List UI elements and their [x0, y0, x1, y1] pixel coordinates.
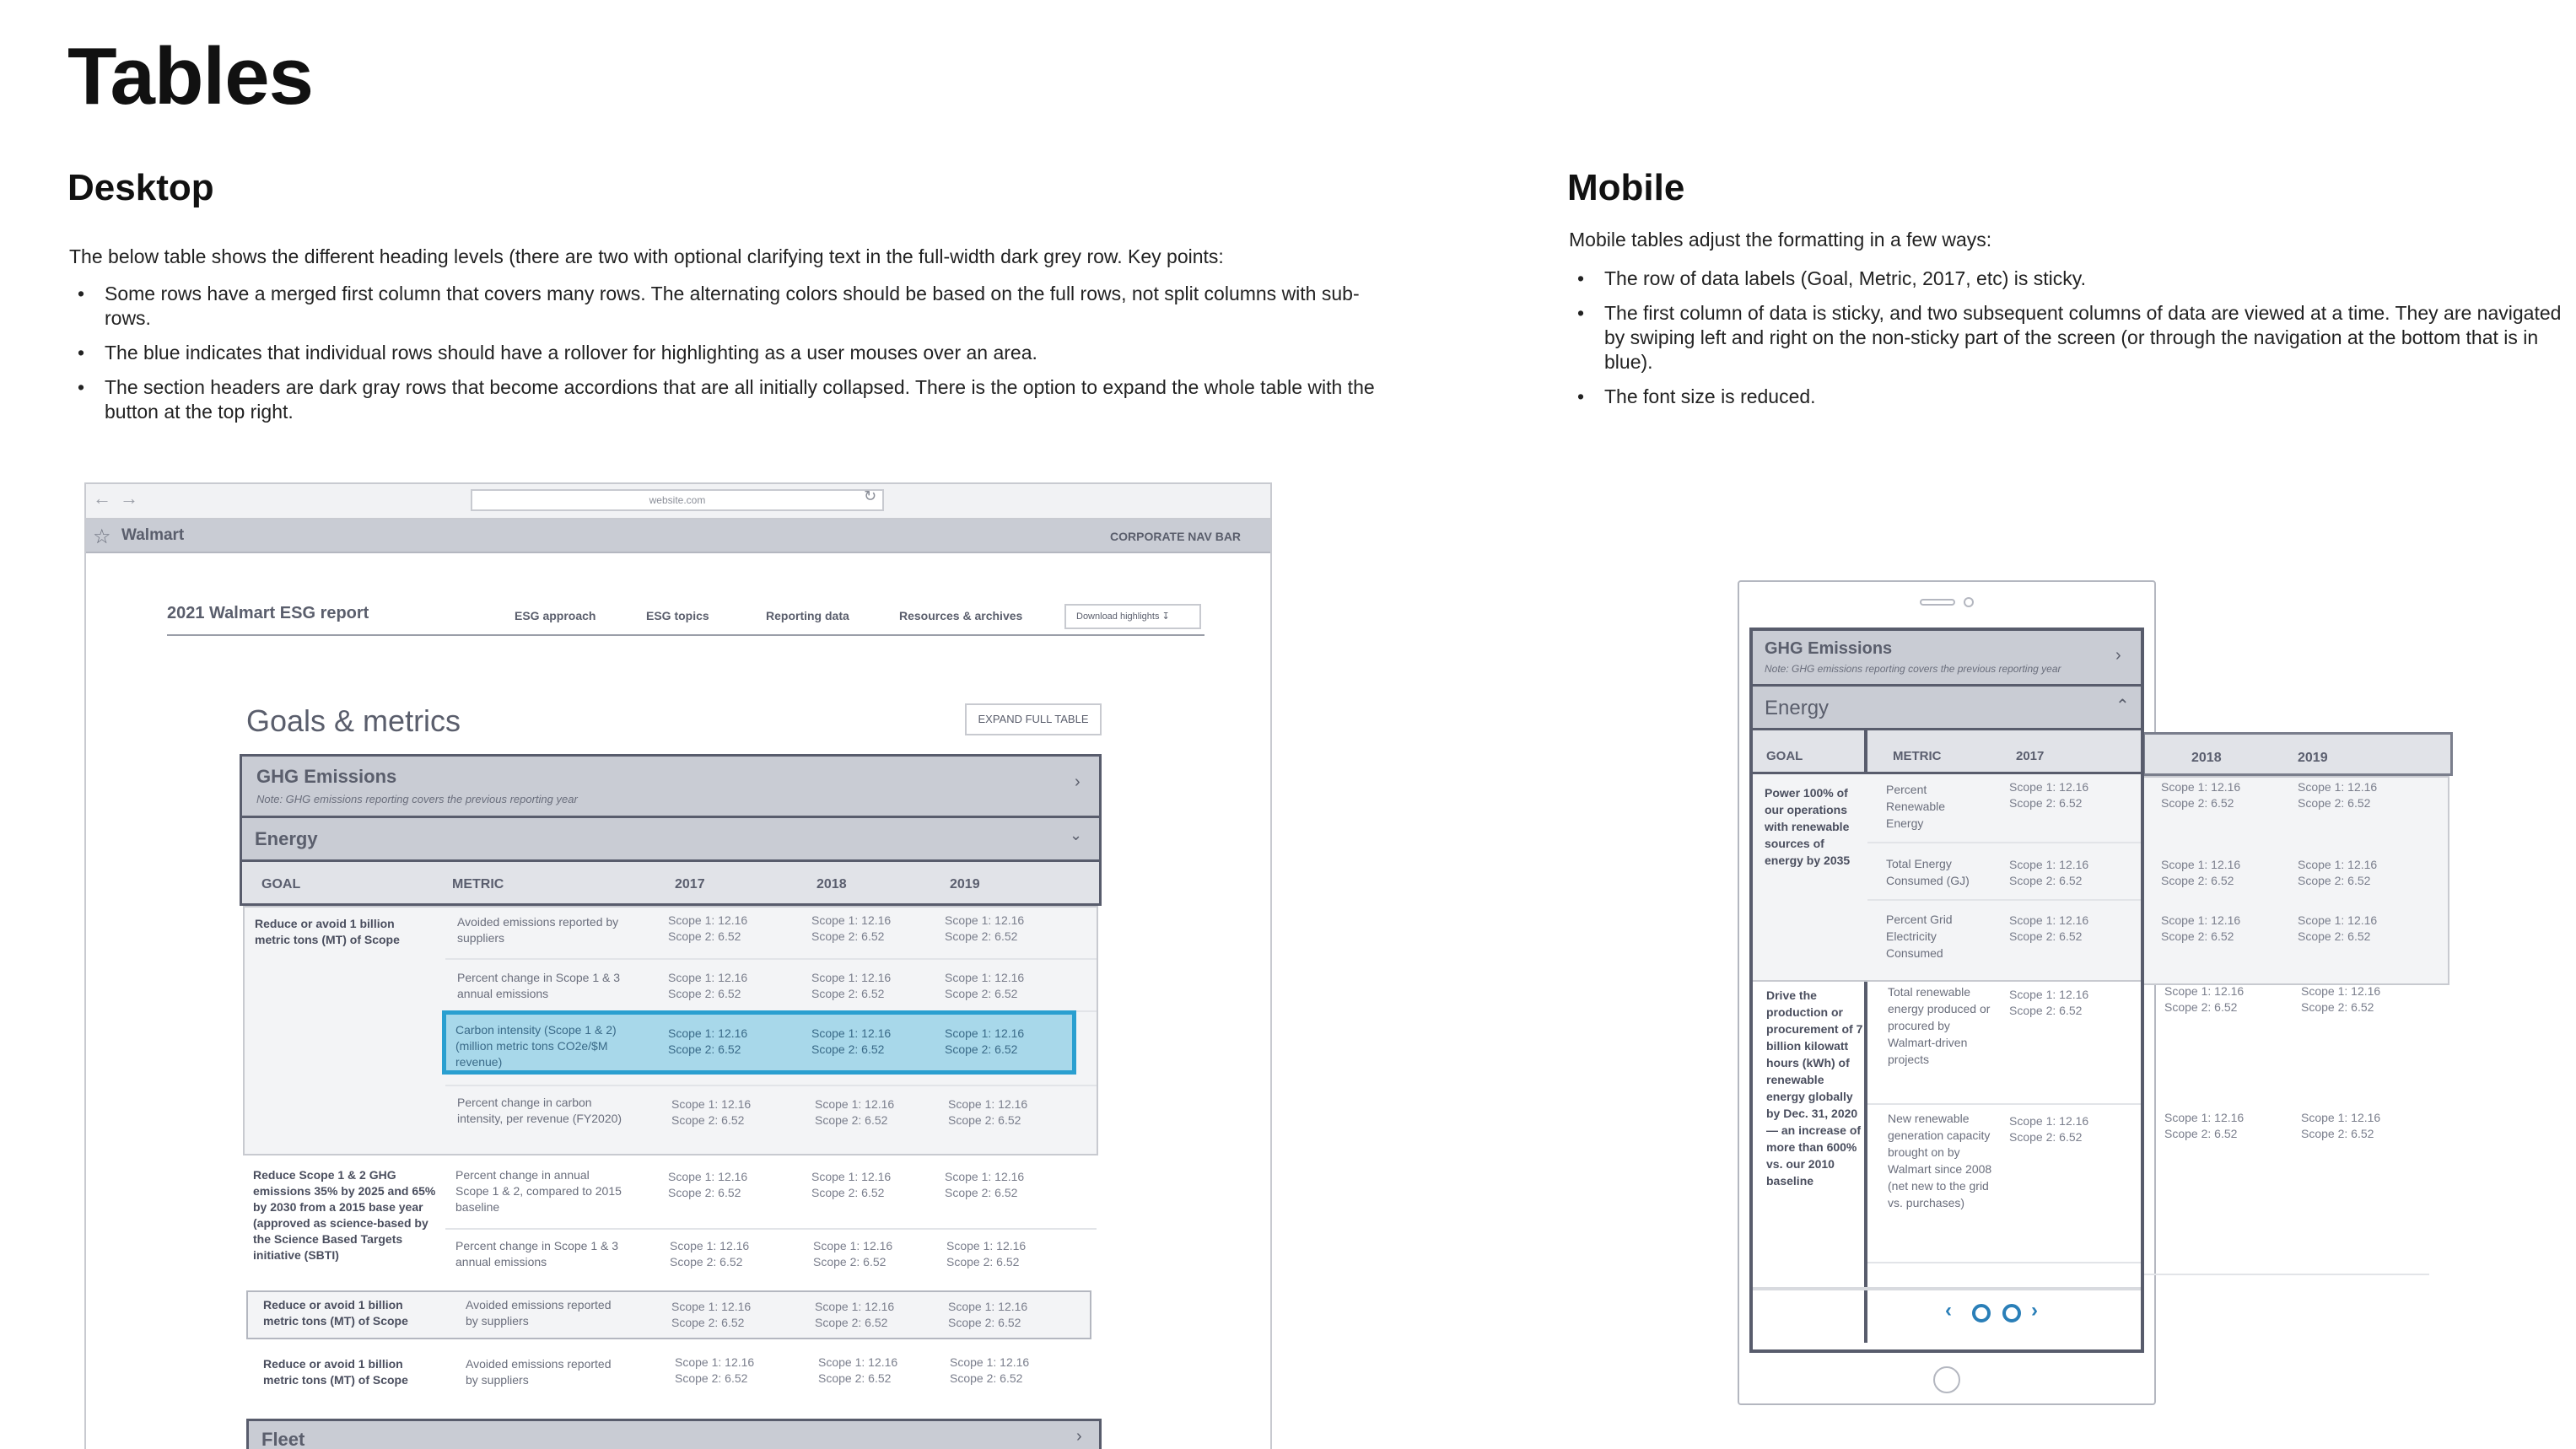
value-line: Scope 2: 6.52 [945, 929, 1018, 943]
value-line: Scope 2: 6.52 [945, 1186, 1018, 1199]
nav-link-esg-topics[interactable]: ESG topics [646, 609, 709, 622]
value-line: Scope 2: 6.52 [948, 1113, 1021, 1127]
page-title: Tables [67, 31, 313, 121]
value-line: Scope 1: 12.16 [2298, 780, 2378, 794]
desktop-heading: Desktop [67, 167, 214, 208]
pagination-next-icon[interactable]: › [2031, 1299, 2038, 1322]
value-cell [668, 913, 747, 945]
value-cell [2298, 857, 2377, 889]
ghg-title: GHG Emissions [1765, 639, 1893, 658]
value-line: Scope 1: 12.16 [2009, 858, 2089, 871]
ghg-note: Note: GHG emissions reporting covers the previous reporting year [256, 793, 578, 805]
value-line: Scope 2: 6.52 [811, 987, 885, 1000]
value-line: Scope 1: 12.16 [945, 1026, 1025, 1040]
value-line: Scope 2: 6.52 [675, 1371, 748, 1385]
col-metric: METRIC [1893, 749, 1942, 763]
value-line: Scope 2: 6.52 [668, 1042, 741, 1056]
desktop-bullet: • The section headers are dark gray rows that become accordions that are all initially collapsed. There is the option to expand the whole table with the button at the top right. [67, 375, 1400, 424]
col-2017: 2017 [675, 877, 705, 891]
value-line: Scope 1: 12.16 [945, 971, 1025, 984]
value-cell [668, 1026, 747, 1058]
goal-cell: Reduce or avoid 1 billion metric tons (MT) of Scope [255, 917, 400, 946]
value-cell [2301, 1110, 2380, 1142]
goal-cell: Reduce Scope 1 & 2 GHG emissions 35% by 2025 and 65% by 2030 from a 2015 base year (approved as science-based by the Science Based Targets initiative (SBTI) [253, 1168, 436, 1262]
value-line: Scope 1: 12.16 [811, 913, 892, 927]
nav-divider [167, 634, 1204, 636]
value-line: Scope 1: 12.16 [946, 1239, 1027, 1252]
chevron-right-icon: › [1076, 1427, 1082, 1446]
metric-cell: Avoided emissions reported by suppliers [457, 915, 619, 945]
phone-speaker [1920, 599, 1955, 606]
metric-cell: Percent change in Scope 1 & 3 annual emissions [457, 971, 621, 1000]
col-2017: 2017 [2016, 749, 2045, 763]
brand-name[interactable]: Walmart [121, 526, 185, 544]
value-line: Scope 1: 12.16 [2161, 780, 2241, 794]
url-bar[interactable] [471, 489, 884, 511]
value-line: Scope 1: 12.16 [668, 1170, 748, 1183]
value-cell [945, 970, 1024, 1002]
value-cell [2161, 779, 2240, 811]
mobile-bullets [1567, 267, 2563, 419]
value-line: Scope 1: 12.16 [670, 1239, 750, 1252]
chevron-down-icon: ⌄ [1070, 827, 1083, 843]
value-line: Scope 2: 6.52 [813, 1255, 887, 1269]
goal-cell: Power 100% of our operations with renewable sources of energy by 2035 [1765, 786, 1851, 867]
value-line: Scope 1: 12.16 [945, 913, 1025, 927]
value-line: Scope 1: 12.16 [2298, 913, 2378, 927]
row-divider [445, 1085, 1097, 1086]
mobile-heading: Mobile [1567, 167, 1685, 208]
value-line: Scope 2: 6.52 [2161, 796, 2234, 810]
value-cell [945, 913, 1024, 945]
value-cell [670, 1238, 749, 1270]
value-cell [945, 1026, 1024, 1058]
value-cell [811, 970, 891, 1002]
goal-cell: Reduce or avoid 1 billion metric tons (MT) of Scope [263, 1357, 408, 1387]
value-line: Scope 1: 12.16 [950, 1355, 1030, 1369]
pagination-divider [1753, 1287, 2141, 1290]
fleet-accordion-header[interactable] [246, 1419, 1102, 1449]
value-line: Scope 2: 6.52 [2009, 1130, 2083, 1144]
value-line: Scope 1: 12.16 [2164, 1111, 2245, 1124]
value-line: Scope 1: 12.16 [811, 971, 892, 984]
chevron-right-icon: › [1075, 773, 1081, 791]
column-header-row [1753, 730, 2141, 774]
chevron-right-icon: › [2115, 646, 2121, 665]
value-cell [668, 1169, 747, 1201]
value-line: Scope 1: 12.16 [675, 1355, 755, 1369]
value-line: Scope 2: 6.52 [671, 1113, 745, 1127]
metric-cell: Avoided emissions reported by suppliers [466, 1357, 612, 1387]
value-line: Scope 2: 6.52 [2161, 929, 2234, 943]
value-line: Scope 2: 6.52 [2009, 1004, 2083, 1017]
value-line: Scope 2: 6.52 [2164, 1127, 2238, 1140]
value-line: Scope 2: 6.52 [670, 1255, 743, 1269]
energy-title: Energy [255, 828, 318, 849]
mobile-intro: Mobile tables adjust the formatting in a few ways: [1569, 229, 1992, 250]
metric-cell: Total renewable energy produced or procured by Walmart-driven projects [1888, 985, 1991, 1066]
col-2019: 2019 [950, 877, 980, 891]
energy-title: Energy [1765, 697, 1830, 719]
value-cell [946, 1238, 1026, 1270]
value-line: Scope 2: 6.52 [2009, 929, 2083, 943]
value-cell [2164, 1110, 2244, 1142]
row-divider [1867, 1103, 2141, 1105]
value-cell [948, 1299, 1027, 1331]
value-line: Scope 2: 6.52 [2164, 1000, 2238, 1014]
pagination-dot[interactable] [2002, 1304, 2021, 1322]
metric-cell: Percent Renewable Energy [1886, 783, 1946, 830]
goal-cell: Drive the production or procurement of 7 billion kilowatt hours (kWh) of renewable energy globally by Dec. 31, 2020 — an increase of more than 600% vs. our 2010 baseline [1766, 988, 1863, 1188]
value-line: Scope 1: 12.16 [2301, 984, 2381, 998]
download-label: Download highlights [1076, 611, 1160, 622]
desktop-bullets [67, 282, 1400, 434]
fleet-title: Fleet [261, 1429, 305, 1449]
value-line: Scope 1: 12.16 [2161, 913, 2241, 927]
value-line: Scope 2: 6.52 [811, 1186, 885, 1199]
value-cell [811, 1169, 891, 1201]
col-2018: 2018 [2191, 751, 2222, 765]
value-cell [668, 970, 747, 1002]
pagination-dot[interactable] [1972, 1304, 1991, 1322]
row-divider [1867, 899, 2141, 901]
metric-cell: New renewable generation capacity brought on by Walmart since 2008 (net new to the grid vs. purchases) [1888, 1112, 1992, 1209]
corporate-nav-label: CORPORATE NAV BAR [1110, 530, 1242, 543]
value-line: Scope 2: 6.52 [811, 929, 885, 943]
value-cell [2161, 857, 2240, 889]
value-cell [813, 1238, 892, 1270]
value-line: Scope 1: 12.16 [815, 1300, 895, 1313]
value-line: Scope 1: 12.16 [668, 971, 748, 984]
value-line: Scope 2: 6.52 [815, 1316, 888, 1329]
value-line: Scope 2: 6.52 [668, 929, 741, 943]
value-line: Scope 2: 6.52 [668, 987, 741, 1000]
value-cell [2164, 983, 2244, 1015]
col-goal: GOAL [1766, 749, 1803, 763]
corporate-nav-bar [86, 520, 1270, 553]
value-line: Scope 2: 6.52 [811, 1042, 885, 1056]
reload-icon[interactable]: ↻ [864, 487, 877, 504]
row-divider [445, 1228, 1097, 1230]
value-cell [815, 1096, 894, 1128]
report-title[interactable]: 2021 Walmart ESG report [167, 604, 369, 622]
value-line: Scope 1: 12.16 [2298, 858, 2378, 871]
metric-cell: Percent Grid Electricity Consumed [1886, 913, 1953, 960]
nav-link-resources[interactable]: Resources & archives [899, 609, 1023, 622]
home-button[interactable] [1933, 1366, 1960, 1393]
value-line: Scope 2: 6.52 [671, 1316, 745, 1329]
value-line: Scope 2: 6.52 [815, 1113, 888, 1127]
col-2018: 2018 [816, 877, 847, 891]
value-line: Scope 2: 6.52 [2009, 874, 2083, 887]
value-line: Scope 2: 6.52 [2009, 796, 2083, 810]
row-divider [445, 958, 1097, 960]
row-divider [2142, 1274, 2429, 1275]
forward-arrow-icon[interactable]: → [120, 487, 138, 509]
value-line: Scope 1: 12.16 [2009, 913, 2089, 927]
download-highlights-button[interactable] [1064, 604, 1201, 629]
value-cell [2009, 857, 2088, 889]
value-cell [2009, 987, 2088, 1019]
value-line: Scope 2: 6.52 [2161, 874, 2234, 887]
desktop-bullet: • Some rows have a merged first column that covers many rows. The alternating colors should be based on the full rows, not split columns with sub-rows. [67, 282, 1400, 331]
value-cell [950, 1355, 1029, 1387]
value-line: Scope 2: 6.52 [2298, 874, 2371, 887]
metric-cell: Percent change in carbon intensity, per revenue (FY2020) [457, 1096, 622, 1125]
value-line: Scope 2: 6.52 [818, 1371, 892, 1385]
value-cell [2301, 983, 2380, 1015]
value-line: Scope 1: 12.16 [671, 1300, 752, 1313]
value-line: Scope 1: 12.16 [668, 1026, 748, 1040]
phone-camera [1964, 597, 1974, 607]
chevron-up-icon: ⌃ [2115, 697, 2130, 715]
ghg-title: GHG Emissions [256, 766, 397, 787]
mobile-bullet: • The font size is reduced. [1567, 385, 2563, 409]
value-line: Scope 2: 6.52 [2298, 929, 2371, 943]
value-line: Scope 1: 12.16 [2301, 1111, 2381, 1124]
value-line: Scope 1: 12.16 [668, 913, 748, 927]
value-line: Scope 1: 12.16 [2009, 1114, 2089, 1128]
value-cell [671, 1096, 751, 1128]
goal-cell: Reduce or avoid 1 billion metric tons (MT) of Scope [263, 1298, 408, 1328]
value-line: Scope 2: 6.52 [945, 987, 1018, 1000]
value-cell [675, 1355, 754, 1387]
nav-link-reporting-data[interactable]: Reporting data [766, 609, 849, 622]
value-cell [948, 1096, 1027, 1128]
value-cell [811, 1026, 891, 1058]
value-line: Scope 1: 12.16 [945, 1170, 1025, 1183]
value-line: Scope 2: 6.52 [2301, 1000, 2374, 1014]
metric-cell: Total Energy Consumed (GJ) [1886, 857, 1970, 887]
desktop-intro: The below table shows the different heading levels (there are two with optional clarifying text in the full-width dark grey row. Key points: [69, 245, 1224, 267]
value-line: Scope 1: 12.16 [2009, 988, 2089, 1001]
row-divider [1867, 1262, 2141, 1263]
value-cell [2298, 779, 2377, 811]
value-cell [945, 1169, 1024, 1201]
value-cell [818, 1355, 897, 1387]
energy-accordion-header[interactable] [240, 818, 1102, 862]
value-line: Scope 1: 12.16 [815, 1097, 895, 1111]
value-cell [2009, 913, 2088, 945]
section-title: Goals & metrics [246, 703, 461, 738]
nav-link-esg-approach[interactable]: ESG approach [515, 609, 596, 622]
value-line: Scope 2: 6.52 [948, 1316, 1021, 1329]
url-text: website.com [649, 494, 706, 506]
col-goal: GOAL [261, 877, 301, 891]
col-metric: METRIC [452, 877, 504, 891]
download-icon: ↧ [1161, 611, 1170, 622]
value-line: Scope 1: 12.16 [948, 1097, 1028, 1111]
metric-cell: Carbon intensity (Scope 1 & 2) (million metric tons CO2e/$M revenue) [455, 1023, 617, 1069]
expand-full-table-button[interactable]: EXPAND FULL TABLE [965, 703, 1102, 735]
star-icon: ☆ [93, 525, 111, 548]
value-cell [811, 913, 891, 945]
value-line: Scope 2: 6.52 [946, 1255, 1020, 1269]
row-divider [1867, 842, 2141, 843]
ghg-note: Note: GHG emissions reporting covers the previous reporting year [1765, 663, 2061, 675]
col-2019: 2019 [2298, 751, 2328, 765]
value-line: Scope 1: 12.16 [811, 1026, 892, 1040]
desktop-bullet: • The blue indicates that individual rows should have a rollover for highlighting as a user mouses over an area. [67, 341, 1400, 365]
value-line: Scope 2: 6.52 [945, 1042, 1018, 1056]
value-cell [2161, 913, 2240, 945]
metric-cell: Percent change in Scope 1 & 3 annual emissions [455, 1239, 619, 1269]
back-arrow-icon[interactable]: ← [93, 487, 111, 509]
pagination-prev-icon[interactable]: ‹ [1945, 1299, 1952, 1322]
value-line: Scope 1: 12.16 [818, 1355, 898, 1369]
value-line: Scope 1: 12.16 [813, 1239, 893, 1252]
value-line: Scope 1: 12.16 [671, 1097, 752, 1111]
value-line: Scope 1: 12.16 [2161, 858, 2241, 871]
metric-cell: Percent change in annual Scope 1 & 2, compared to 2015 baseline [455, 1168, 622, 1214]
value-line: Scope 1: 12.16 [2009, 780, 2089, 794]
mobile-bullet: • The first column of data is sticky, and two subsequent columns of data are viewed at a time. They are navigated by swiping left and right on the non-sticky part of the screen (or through the navigation at the bottom that is in blue). [1567, 301, 2563, 374]
value-line: Scope 1: 12.16 [948, 1300, 1028, 1313]
value-line: Scope 1: 12.16 [811, 1170, 892, 1183]
mobile-bullet: • The row of data labels (Goal, Metric, 2017, etc) is sticky. [1567, 267, 2563, 291]
value-line: Scope 2: 6.52 [668, 1186, 741, 1199]
value-cell [2298, 913, 2377, 945]
metric-cell: Avoided emissions reported by suppliers [466, 1298, 612, 1328]
value-line: Scope 2: 6.52 [950, 1371, 1023, 1385]
value-cell [815, 1299, 894, 1331]
value-line: Scope 2: 6.52 [2298, 796, 2371, 810]
value-line: Scope 1: 12.16 [2164, 984, 2245, 998]
value-line: Scope 2: 6.52 [2301, 1127, 2374, 1140]
value-cell [2009, 1113, 2088, 1145]
value-cell [671, 1299, 751, 1331]
value-cell [2009, 779, 2088, 811]
